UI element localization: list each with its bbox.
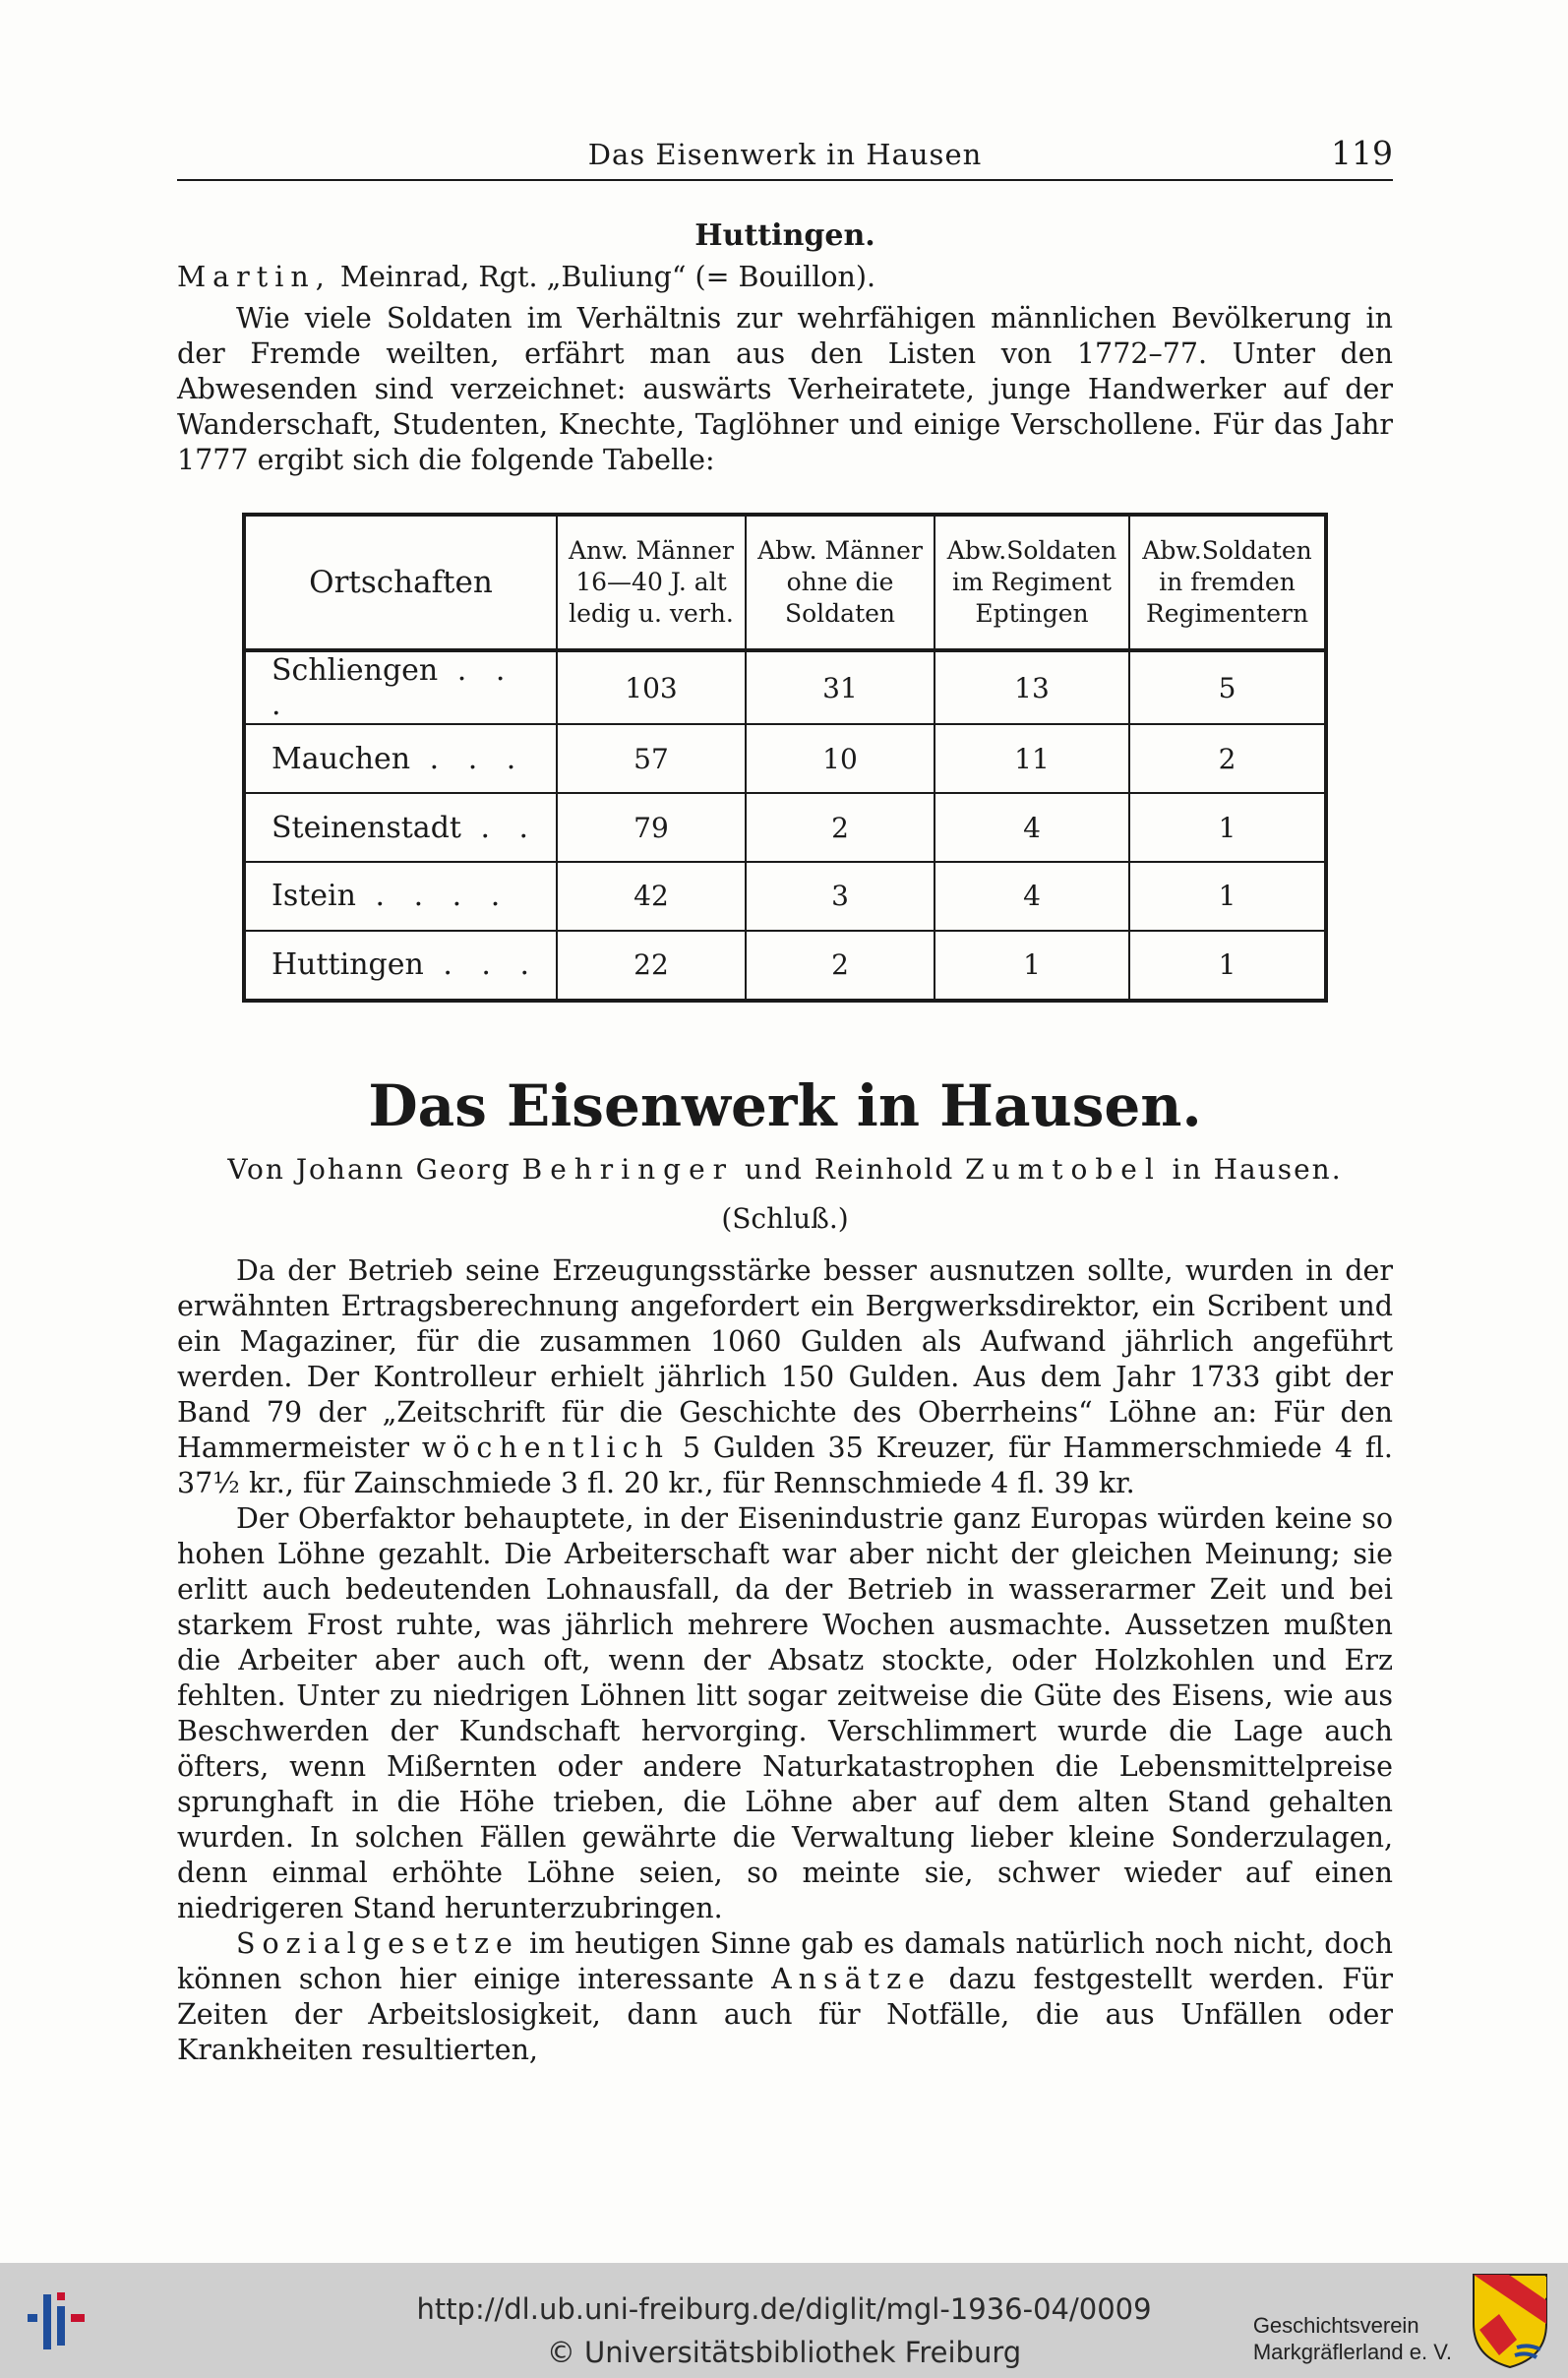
cell-value: 11: [935, 724, 1129, 793]
head-rule: [177, 179, 1393, 181]
author-behringer: Behringer: [521, 1153, 735, 1186]
cell-place: Schliengen . . .: [244, 650, 557, 724]
section-heading: Huttingen.: [694, 218, 875, 253]
cell-value: 42: [557, 862, 746, 931]
cell-value: 2: [746, 931, 935, 1001]
entry-line: [177, 260, 1393, 295]
cell-value: 5: [1129, 650, 1326, 724]
table-row: [244, 650, 1326, 724]
running-head: [177, 134, 1393, 173]
header-soldiers-foreign: Abw.Soldaten in fremden Regimentern: [1129, 515, 1326, 650]
cell-value: 2: [746, 793, 935, 862]
header-soldiers-eptingen: Abw.Soldaten im Regiment Eptingen: [935, 515, 1129, 650]
article-title: Das Eisenwerk in Hausen.: [368, 1072, 1202, 1139]
running-title: Das Eisenwerk in Hausen: [587, 138, 983, 171]
page-number: 119: [1331, 134, 1393, 172]
cell-value: 79: [557, 793, 746, 862]
entry-name: Martin,: [177, 261, 332, 293]
paragraph-3: Sozialgesetze im heutigen Sinne gab es damals natürlich noch nicht, doch können schon hier einige interessante Ansätze dazu festgestellt werden. Für Zeiten der Arbeitslosigkeit, dann auch für Notfälle, die aus Unfällen oder Krankheiten resultierten,: [177, 1927, 1393, 2066]
soldier-table: [242, 513, 1328, 1003]
header-place: Ortschaften: [244, 515, 557, 650]
cell-value: 4: [935, 862, 1129, 931]
society-name[interactable]: Geschichtsverein Markgräflerland e. V.: [1252, 2313, 1452, 2364]
spaced-word: wöchentlich: [421, 1432, 670, 1464]
footer-url-link[interactable]: http://dl.ub.uni-freiburg.de/diglit/mgl-1936-04/0009: [416, 2292, 1152, 2326]
paragraph-2: Der Oberfaktor behauptete, in der Eisenindustrie ganz Europas würden keine so hohen Löhne gezahlt. Die Arbeiterschaft war aber nicht der gleichen Meinung; sie erlitt auch bedeutenden Lohnausfall, da der Betrieb in wasserarmer Zeit und bei starkem Frost ruhte, was jährlich mehrere Wochen ausmachte. Aussetzen mußten die Arbeiter aber auch oft, wenn der Absatz stockte, oder Holzkohlen und Erz fehlten. Unter zu niedrigen Löhnen litt sogar zeitweise die Güte des Eisens, wie aus Beschwerden der Kundschaft hervorging. Verschlimmert wurde die Lage auch öfters, wenn Mißernten oder andere Naturkatastrophen die Lebensmittelpreise sprunghaft in die Höhe trieben, die Löhne aber auf dem alten Stand gehalten wurden. In solchen Fällen gewährte die Verwaltung lieber kleine Sonderzulagen, denn einmal erhöhte Löhne seien, so meinte sie, schwer wieder auf einen niedrigeren Stand herunterzubringen.: [177, 1502, 1393, 1924]
header-absent-men: Abw. Männer ohne die Soldaten: [746, 515, 935, 650]
table-row: [244, 931, 1326, 1001]
paragraph-1: Da der Betrieb seine Erzeugungsstärke besser ausnutzen sollte, wurden in der erwähnten Ertragsberechnung angefordert ein Bergwerksdirektor, ein Scribent und ein Magaziner, für die zusammen 1060 Gulden als Aufwand jährlich angeführt werden. Der Kontrolleur erhielt jährlich 150 Gulden. Aus dem Jahr 1733 gibt der Band 79 der „Zeitschrift für die Geschichte des Oberrheins“ Löhne an: Für den Hammermeister wöchentlich 5 Gulden 35 Kreuzer, für Hammerschmiede 4 fl. 37½ kr., für Zainschmiede 3 fl. 20 kr., für Rennschmiede 4 fl. 39 kr.: [177, 1254, 1393, 1499]
intro-text: Wie viele Soldaten im Verhältnis zur wehrfähigen männlichen Bevölkerung in der Fremde weilten, erfährt man aus den Listen von 1772–77. Unter den Abwesenden sind verzeichnet: auswärts Verheiratete, junge Handwerker auf der Wanderschaft, Studenten, Knechte, Taglöhner und einige Verschollene. Für das Jahr 1777 ergibt sich die folgende Tabelle:: [177, 302, 1393, 476]
table-row: [244, 724, 1326, 793]
footer-copyright: © Universitätsbibliothek Freiburg: [546, 2336, 1022, 2369]
cell-value: 10: [746, 724, 935, 793]
cell-value: 13: [935, 650, 1129, 724]
cell-place: Huttingen . . .: [244, 931, 557, 1001]
table-header-row: [244, 515, 1326, 650]
cell-place: Mauchen . . .: [244, 724, 557, 793]
conclusion-note: (Schluß.): [721, 1202, 849, 1235]
intro-paragraph: [177, 301, 1393, 478]
cell-value: 3: [746, 862, 935, 931]
cell-value: 31: [746, 650, 935, 724]
cell-value: 1: [935, 931, 1129, 1001]
cell-value: 4: [935, 793, 1129, 862]
markgraeflerland-crest-icon[interactable]: [1470, 2271, 1550, 2369]
article-body: [177, 1253, 1393, 2068]
table-row: [244, 862, 1326, 931]
cell-value: 1: [1129, 793, 1326, 862]
entry-rest: Meinrad, Rgt. „Buliung“ (= Bouillon).: [331, 261, 876, 293]
cell-value: 103: [557, 650, 746, 724]
cell-place: Istein . . . .: [244, 862, 557, 931]
footer-bar: [0, 2263, 1568, 2378]
byline: Von Johann Georg Behringer und Reinhold Zumtobel in Hausen.: [227, 1153, 1343, 1186]
spaced-word: Ansätze: [771, 1963, 932, 1995]
header-present-men: Anw. Männer 16—40 J. alt ledig u. verh.: [557, 515, 746, 650]
table-row: [244, 793, 1326, 862]
cell-value: 57: [557, 724, 746, 793]
spaced-word: Sozialgesetze: [236, 1927, 519, 1960]
cell-value: 1: [1129, 862, 1326, 931]
cell-value: 1: [1129, 931, 1326, 1001]
cell-value: 2: [1129, 724, 1326, 793]
author-zumtobel: Zumtobel: [965, 1153, 1162, 1186]
cell-place: Steinenstadt . .: [244, 793, 557, 862]
cell-value: 22: [557, 931, 746, 1001]
